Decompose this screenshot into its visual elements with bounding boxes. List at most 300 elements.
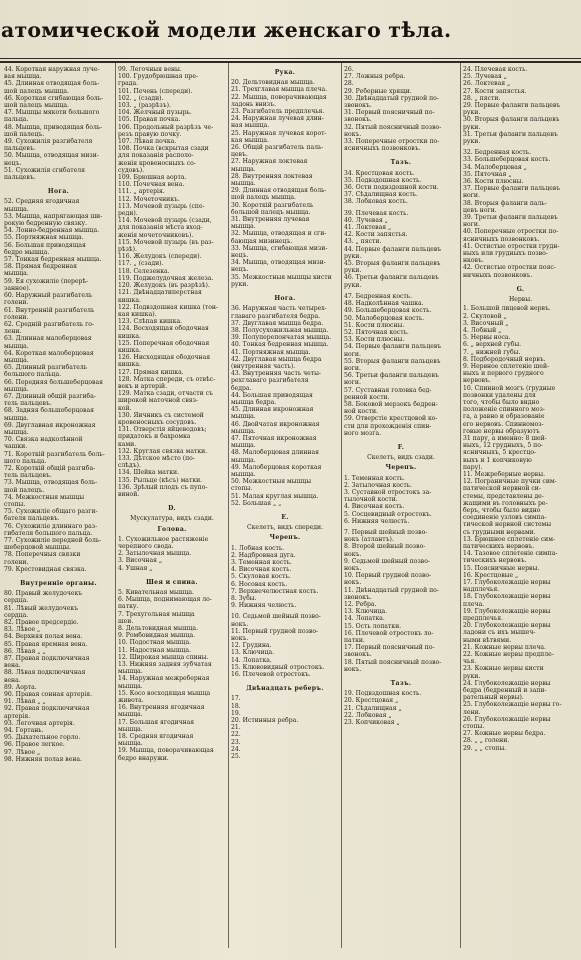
legend-line: 78. Поперечныя связки <box>4 551 81 559</box>
legend-line: занное). <box>4 284 31 292</box>
legend-line: 25. Глубоколежащіе нервы го- <box>463 701 562 709</box>
legend-line: 59. Ея сухожиліе (перерѣ- <box>4 277 89 285</box>
legend-line: 9. Ромбовидная мышца. <box>118 632 196 640</box>
legend-line: шеберцовой мышцы. <box>4 544 72 552</box>
legend-line: шеи. <box>118 617 134 625</box>
legend-line: 73. Мышца, отводящая боль- <box>4 479 98 487</box>
spacer <box>231 678 339 682</box>
legend-line: 9. Седьмой шейный позво- <box>344 557 430 565</box>
legend-line: 53. Кости плюсны. <box>344 336 405 344</box>
legend-line: 93. Легочная артерія. <box>4 719 75 727</box>
legend-line: 25. Наружная лучевая корот- <box>231 129 327 137</box>
legend-line: 99. Легочныя вены. <box>118 66 182 73</box>
legend-line: мышца. <box>231 427 256 435</box>
legend-line: 55. Портняжная мышца. <box>4 234 84 242</box>
legend-line: 5. Сосцевидный отростокъ. <box>344 510 432 518</box>
legend-line: чашки. <box>4 443 28 451</box>
legend-line: 27. Ложныя ребра. <box>344 73 406 81</box>
legend-line: 68. Задняя большеберцовая <box>4 407 94 415</box>
legend-line: 35. Подвздошная кость. <box>344 176 422 184</box>
legend-line: 18. Пятый поясничный позво- <box>344 658 442 666</box>
legend-line: рательный нервы). <box>463 694 524 702</box>
legend-line: 19. Глубоколежащіе нервы <box>463 607 551 615</box>
legend-line: 135. Рыльце (кѣсъ) матки. <box>118 476 203 484</box>
legend-line: лени. <box>463 708 481 716</box>
legend-line: 7. Верхнечелюстная кость. <box>231 587 319 595</box>
legend-line: тическихъ нервовъ. <box>463 557 527 565</box>
legend-line: 17. Большая ягодичная <box>118 718 195 726</box>
legend-line: 115. Мочевой пузырь (въ раз- <box>118 238 214 246</box>
legend-line: мышца. <box>4 385 29 393</box>
legend-line: 2. Затылочная кость. <box>344 481 412 489</box>
legend-line: 4. Височная кость. <box>231 566 292 574</box>
legend-line: 35. Межкостныя мышцы кисти <box>231 273 332 281</box>
legend-line: 111. „ артерія. <box>118 188 165 196</box>
legend-line: 54. Первые фаланги пальцевъ <box>344 343 442 351</box>
legend-line: 14. Лопатка. <box>344 615 385 623</box>
legend-line: 112. Мочеточникъ. <box>118 195 180 203</box>
legend-line: 17. Глубоколежащіе нервы <box>463 579 551 587</box>
legend-line: 46. Двойчатая икроножная <box>231 420 320 428</box>
legend-line: надплечья. <box>463 586 500 594</box>
legend-line: 33. Большеберцовая кость. <box>463 156 551 164</box>
legend-line: 53. Мышца, напрягающая ши- <box>4 212 103 220</box>
legend-line: 41. Портняжная мышца. <box>231 348 311 356</box>
legend-line: мышца. <box>118 725 143 733</box>
legend-line: 21. Трехглавая мышца плеча. <box>231 86 328 94</box>
legend-line: шой палецъ мышца. <box>231 194 296 202</box>
legend-line: 2. Скуловой „ <box>463 312 507 320</box>
legend-line: 101. Печень (спереди). <box>118 87 193 95</box>
legend-line: 34. Крестцовая кость. <box>344 169 415 177</box>
legend-line: 8. Второй шейный позво- <box>344 543 426 551</box>
spacer <box>4 573 113 577</box>
spacer <box>118 572 226 576</box>
legend-line: 70. Связка надколѣнной <box>4 436 83 444</box>
legend-line: 116. Желудокъ (спереди). <box>118 253 202 261</box>
legend-line: ренной кости. <box>344 393 390 401</box>
legend-line: 50. Межкостныя мышцы <box>231 478 312 486</box>
legend-line: 32. Мышца, отводящая и сги- <box>231 230 327 238</box>
legend-line: 66. Передняя большеберцовая <box>4 378 103 386</box>
legend-line: 56. Большая приводящая <box>4 241 86 249</box>
legend-line: 75. Сухожиліе общаго разги- <box>4 508 98 516</box>
legend-line: 43. „ пясти. <box>344 238 382 246</box>
legend-line: 24. Плечевая кость. <box>463 66 528 73</box>
legend-line: 15. Ость лопатки. <box>344 622 402 630</box>
legend-line: 36. Ости подвздошной кости. <box>344 184 439 192</box>
legend-line: 7. „ нижней губы. <box>463 348 521 356</box>
legend-line: 27. Кости запястья. <box>463 87 527 95</box>
legend-line: 25. <box>231 753 241 761</box>
legend-line: 45. Длинная икроножная <box>231 406 314 414</box>
legend-line: 39. Плечевая кость. <box>344 209 409 217</box>
legend-line: 87. Правая подключичная <box>4 655 90 663</box>
legend-line: ная мышца. <box>231 122 270 130</box>
section-heading: Черепъ. <box>269 534 301 542</box>
legend-line: шого пальца. <box>4 457 47 465</box>
legend-line: 98. Нижняя полая вена. <box>4 755 82 763</box>
legend-line: 4. Ушная „ <box>118 564 153 572</box>
legend-line: тель пальцевъ. <box>4 472 52 480</box>
legend-line: бедра. <box>231 384 252 392</box>
legend-line: 5. Скуловая кость. <box>231 573 291 581</box>
section-heading: Тазъ. <box>390 680 412 688</box>
legend-line: голени. <box>4 299 29 307</box>
legend-line: 125. Поперечная ободочная <box>118 339 210 347</box>
legend-line: 81. Лѣвый желудочекъ <box>4 604 79 612</box>
legend-line: 129. Матка сзади, отчасти съ <box>118 390 213 398</box>
legend-line: черепного свода. <box>118 543 174 550</box>
legend-line: руки. <box>463 123 481 131</box>
legend-line: 29. „ „ стопы. <box>463 744 507 752</box>
legend-line: 22. <box>231 731 241 739</box>
legend-line: 94. Гортань. <box>4 727 44 735</box>
legend-line: 16. Крестцовые „ <box>463 571 519 579</box>
legend-line: нокъ. <box>344 665 362 673</box>
legend-line: рехглаваго разгибателя <box>231 377 309 385</box>
legend-line: 47. Мышцы мякоти большого <box>4 109 100 117</box>
legend-line: лени. <box>4 328 22 336</box>
legend-line: большой палецъ мышца. <box>231 208 311 216</box>
legend-line: 40. Поперечные отростки по- <box>463 228 559 236</box>
legend-line: 28. „ пясти. <box>463 94 501 102</box>
legend-line: 49. Малоберцовая короткая <box>231 463 322 471</box>
legend-line: 13. Нижняя задняя зубчатая <box>118 661 212 669</box>
legend-line: стопы. <box>231 485 253 493</box>
legend-line: 19. Мышца, поворачивающая <box>118 747 214 755</box>
legend-line: 38. Вторыя фаланги паль- <box>463 199 547 207</box>
legend-line: руки. <box>463 672 481 680</box>
legend-line: артерія. <box>4 712 31 720</box>
legend-line: нокъ. <box>344 579 362 587</box>
legend-line: 20. Истинныя ребра. <box>231 717 299 725</box>
legend-line: 42. Двуглавая мышца бедра <box>231 355 322 363</box>
legend-line: 88. Лѣвая подключичная <box>4 669 86 677</box>
legend-line: 38. Лобковая кость. <box>344 198 408 206</box>
legend-line: 11. Двѣнадцатый грудной по- <box>344 586 439 594</box>
section-heading: Рука. <box>274 69 296 76</box>
legend-line: 23. Кожные нервы кисти <box>463 665 544 673</box>
legend-line: 44. Первые фаланги пальцевъ <box>344 245 442 253</box>
legend-line: виной. <box>118 490 140 498</box>
legend-line: ноги. <box>344 379 361 387</box>
legend-line: 30. Вторыя фаланги пальцевъ <box>463 116 560 124</box>
legend-line: 86. Лѣвая „ „ <box>4 647 46 655</box>
legend-line: 26. Общій разгибатель паль- <box>231 144 324 152</box>
legend-line: ноги. <box>344 364 361 372</box>
legend-line: шой палецъ. <box>4 130 45 138</box>
legend-line: 103. „ (разрѣзъ). <box>118 102 171 110</box>
legend-line: нокъ. <box>344 130 362 138</box>
legend-line: 28. Внутренняя локтевая <box>231 172 313 180</box>
legend-line: мышца. <box>231 223 256 231</box>
legend-line: звонокъ. <box>344 102 372 110</box>
legend-line: 26. <box>344 66 354 73</box>
legend-line: 92. Правая подключичная <box>4 705 90 713</box>
legend-line: 3. Височная „ <box>118 557 163 565</box>
legend-line: съ грудными нервами. <box>463 528 536 536</box>
legend-line: 57. Тонкая бедренная мышца. <box>4 256 102 264</box>
legend-line: его нервовъ. Спинномоз- <box>463 420 544 428</box>
legend-line: 31. Внутренняя лучевая <box>231 216 310 224</box>
legend-line: 1. Большой лицевой нервъ. <box>463 305 551 313</box>
section-heading: Нога. <box>47 188 70 196</box>
legend-line: нервовъ. <box>463 377 491 385</box>
legend-line: соединеніе узловъ симпа- <box>463 514 547 522</box>
section-heading: D. <box>168 505 176 513</box>
legend-line: 59. Отверстіе крестцовой ко- <box>344 415 438 423</box>
legend-column-1 <box>4 66 113 954</box>
legend-line: цевъ. <box>231 151 248 159</box>
legend-line: 65. Длинный разгибатель <box>4 364 88 372</box>
legend-line: 28. <box>344 80 354 88</box>
legend-line: 8. Зубы. <box>231 595 257 603</box>
legend-line: патку. <box>118 603 139 611</box>
legend-line: 134. Шейка матки. <box>118 469 180 477</box>
legend-line: 42. Остистые отростки пояс- <box>463 264 556 272</box>
legend-line: чья. <box>463 658 477 666</box>
column-divider <box>115 63 116 948</box>
legend-line: нокъ (атлантъ). <box>344 536 394 544</box>
legend-line: мышца. <box>231 470 256 478</box>
legend-line: 24. <box>231 745 241 753</box>
legend-line: 34. Мышца, отводящая мизи- <box>231 259 326 267</box>
legend-line: рѣзѣ). <box>118 246 137 254</box>
legend-line: 6. „ верхней губы. <box>463 341 522 349</box>
legend-line: того, чтобы было видно <box>463 398 540 406</box>
legend-line: 18. Средняя ягодичная <box>118 733 194 741</box>
legend-line: 36. Кости плюсны. <box>463 178 524 186</box>
legend-line: 39. Полуперепончатая мышца. <box>231 334 332 342</box>
legend-line: тической нервной системы <box>463 521 552 529</box>
legend-line: 118. Селезенка. <box>118 267 170 275</box>
legend-line: 106. Продольный разрѣзъ че- <box>118 123 214 131</box>
legend-column-5 <box>463 66 578 954</box>
legend-line: 55. Вторыя фаланги пальцевъ <box>344 357 441 365</box>
section-heading: F. <box>397 443 405 451</box>
legend-line: руки. <box>344 281 362 289</box>
legend-line: широкой маточной связ- <box>118 397 199 405</box>
spacer <box>463 279 578 283</box>
legend-line: 48. Мышца, приводящая боль- <box>4 123 103 131</box>
legend-line: 10. Подостная мышца. <box>118 639 192 647</box>
section-heading: Черепъ. <box>385 464 417 472</box>
legend-line: 14. Лопатка. <box>231 656 272 664</box>
legend-line: мышца. <box>118 682 143 690</box>
legend-line: 58. Боковой мерзокъ бедрен- <box>344 400 438 408</box>
legend-line: 136. Зрѣлый плодъ съ пупо- <box>118 483 208 491</box>
legend-line: мышца. <box>4 428 29 436</box>
legend-line: 37. Первые фаланги пальцевъ <box>463 185 561 193</box>
legend-line: мышца. <box>4 205 29 213</box>
legend-line: пару). <box>463 463 483 471</box>
legend-line: 71. Короткій разгибатель боль- <box>4 450 105 458</box>
legend-line: 120. Желудокъ (въ разрѣзѣ). <box>118 282 210 290</box>
legend-line: мышца. <box>4 270 29 278</box>
section-heading: Голова. <box>157 525 187 533</box>
legend-line: 16. Плечевой отростокъ. <box>231 671 311 679</box>
legend-line: кровеносныхъ сосудовъ. <box>118 418 197 426</box>
legend-line: 77. Сухожиліе передней боль- <box>4 537 102 544</box>
legend-line: 32. Пятый поясничный позво- <box>344 123 442 131</box>
legend-line: 30. Короткій разгибатель <box>231 201 314 209</box>
legend-line: женія кровеносныхъ со- <box>118 159 196 167</box>
legend-line: 45. Вторыя фаланги пальцевъ <box>344 260 441 268</box>
legend-line: придатокъ и бахромка <box>118 433 191 441</box>
legend-line: 27. Наружная локтевая <box>231 158 308 166</box>
section-subheading: Скелетъ, видъ сзади. <box>367 454 435 462</box>
legend-line: 100. Грудобрюшная пре- <box>118 73 199 81</box>
legend-line: 28. „ „ голени. <box>463 737 510 745</box>
spacer <box>344 437 458 441</box>
legend-line: 8. Подбородочный нервъ. <box>463 355 546 363</box>
legend-line: 109. Брюшная аорта. <box>118 174 187 182</box>
legend-line: 90. Правая сонная артерія. <box>4 691 93 699</box>
legend-line: 122. Подвздошная кишка (тон- <box>118 303 219 311</box>
legend-line: ясничныхъ, 5 крестцо- <box>463 449 537 457</box>
legend-line: 33. Поперечные отростки по- <box>344 138 440 146</box>
legend-line: нковъ. <box>463 257 484 265</box>
legend-line: 58. Прямая бедренная <box>4 263 77 271</box>
legend-line: 7. Первый шейный позво- <box>344 528 428 536</box>
legend-line: 14. Наружная межреберная <box>118 675 210 683</box>
legend-line: ныхъ, 12 грудныхъ, 5 по- <box>463 442 543 450</box>
legend-line: 24. Наружная лучевая длин- <box>231 115 324 123</box>
legend-line: ныхъ или грудныхъ позво- <box>463 250 548 258</box>
legend-line: 21. <box>231 724 241 732</box>
legend-line: 52. Большая „ „ <box>231 499 282 507</box>
legend-line: 48. Надколѣнная чашка. <box>344 300 424 308</box>
legend-line: 123. Слѣпая кишка. <box>118 318 183 326</box>
legend-line: для показанія мѣста вход- <box>118 224 203 232</box>
legend-line: 52. Пяточная кость. <box>344 328 409 336</box>
section-heading: Нога. <box>274 295 296 303</box>
legend-line: живота. <box>118 697 144 705</box>
legend-line: кая мышца. <box>231 136 269 144</box>
legend-line: 79. Крестовидная связка. <box>4 565 87 573</box>
legend-line: ными вѣтвями. <box>463 636 512 644</box>
legend-line: 74. Межкостныя мышцы <box>4 493 85 501</box>
section-heading: Внутренніе органы. <box>20 580 97 588</box>
legend-line: 107. Лѣвая почка. <box>118 138 177 146</box>
legend-line: 132. Круглая связка матки. <box>118 447 208 455</box>
legend-line: мышца. <box>118 711 143 719</box>
legend-line: сти для прохожденія спин- <box>344 422 432 430</box>
legend-line: мышца. <box>118 740 143 748</box>
legend-line: 22. Мышца, поворачивающая <box>231 93 327 101</box>
legend-line: патической нервной си- <box>463 485 541 493</box>
legend-line: тель пальцевъ. <box>4 400 52 408</box>
legend-line: 2. Надбровная дуга. <box>231 551 296 559</box>
legend-line: 49. Большеберцовая кость. <box>344 307 432 315</box>
legend-line: нецъ. <box>231 266 249 274</box>
legend-line: 127. Прямая кишка. <box>118 368 184 376</box>
legend-line: главаго разгибателя бедра. <box>231 312 321 320</box>
legend-line: кой. <box>118 404 132 412</box>
legend-line: 11. Межреберные нервы. <box>463 470 546 478</box>
legend-line: га, а равно и образованіе <box>463 413 545 421</box>
legend-line: града. <box>118 80 139 88</box>
legend-line: 31. Первый поясничный по- <box>344 109 435 117</box>
legend-line: патическихъ нервовъ. <box>463 543 535 550</box>
legend-line: 18. Глубоколежащіе нервы <box>463 593 551 601</box>
legend-line: 43. Внутренняя часть четы- <box>231 370 321 378</box>
spacer <box>4 181 113 185</box>
legend-line: 12. Грудина. <box>231 642 272 650</box>
column-divider <box>228 63 229 948</box>
section-heading: Тазъ. <box>390 159 412 167</box>
legend-line: 29. Реберные хрящи. <box>344 87 412 95</box>
spacer <box>231 507 339 511</box>
legend-line: ничныхъ позвонковъ. <box>463 271 533 279</box>
legend-line: мышца. <box>118 668 143 676</box>
legend-line: 114. Мочевой пузырь (сзади, <box>118 217 212 225</box>
legend-line: большого пальца. <box>4 371 62 379</box>
legend-line: стопы. <box>4 500 26 508</box>
legend-line: слѣдъ). <box>118 462 141 470</box>
legend-line: 40. Лучевая „ <box>344 216 388 224</box>
legend-line: 85. Правая ярємная вена. <box>4 640 88 648</box>
legend-line: 20. Глубоколежащіе нервы <box>463 622 551 630</box>
legend-line: 3. Теменная кость. <box>231 559 292 566</box>
legend-line: пальцевъ. <box>4 174 36 182</box>
legend-line: 131. Отверстія яйцеводовъ; <box>118 426 207 434</box>
legend-line: 41. Локтевая „ <box>344 224 392 232</box>
legend-line: ясничныхъ позвонковъ. <box>463 235 540 243</box>
legend-line: нецъ. <box>231 252 249 260</box>
legend-line: руки. <box>231 280 249 288</box>
legend-line: 4. Височная кость. <box>344 503 405 511</box>
legend-line: кишка. <box>118 332 141 340</box>
legend-line: 23. Разгибатель предплечья. <box>231 108 325 116</box>
legend-line: 15. Косо восходящая мышца <box>118 689 211 697</box>
legend-line: 40. Тонкая бедренная мышца. <box>231 341 329 349</box>
legend-line: стемы, представлены де- <box>463 492 544 500</box>
legend-line: мышца. <box>231 442 256 450</box>
legend-line: 37. Сѣдалищная кость. <box>344 191 418 199</box>
legend-line: 32. Бедренная кость. <box>463 149 532 157</box>
legend-line: 42. Кости запястья. <box>344 231 408 239</box>
legend-line: звонокъ. <box>344 116 372 124</box>
legend-line: вена. <box>4 676 21 684</box>
legend-line: мышца. <box>231 180 256 188</box>
legend-line: бателя пальцевъ. <box>4 515 60 523</box>
legend-line: звонокъ. <box>344 651 372 659</box>
legend-line: 130. Яичникъ съ системой <box>118 411 204 419</box>
legend-line: 6. Мышца, поднимающая ло- <box>118 596 212 604</box>
legend-line: 72. Короткій общій разгиба- <box>4 464 96 472</box>
legend-line: 31. Третьи фаланги пальцевъ <box>463 130 558 138</box>
legend-line: 39. Третьи фаланги пальцевъ <box>463 214 558 222</box>
legend-line: 44. Большая приводящая <box>231 391 313 399</box>
legend-column-4 <box>344 66 458 954</box>
legend-line: 9. Нижняя челюсть. <box>231 602 297 610</box>
legend-line: 2. Затылочная мышца. <box>118 550 192 558</box>
legend-line: нецъ. <box>4 159 22 167</box>
legend-line: мышца. <box>231 413 256 421</box>
legend-line: вена. <box>4 662 21 670</box>
legend-line: 50. Мышца, отводящая мизи- <box>4 152 99 160</box>
legend-line: нокъ. <box>231 620 249 628</box>
legend-line: 16. Плечевой отростокъ ло- <box>344 629 434 637</box>
legend-line: 104. Желчный пузырь. <box>118 109 192 117</box>
legend-line: 17. <box>231 695 241 703</box>
legend-line: патки. <box>344 637 365 645</box>
legend-line: руки. <box>463 138 481 146</box>
legend-line: 22. Лобковая „ <box>344 711 392 719</box>
legend-line: 56. Третьи фаланги пальцевъ <box>344 372 439 380</box>
